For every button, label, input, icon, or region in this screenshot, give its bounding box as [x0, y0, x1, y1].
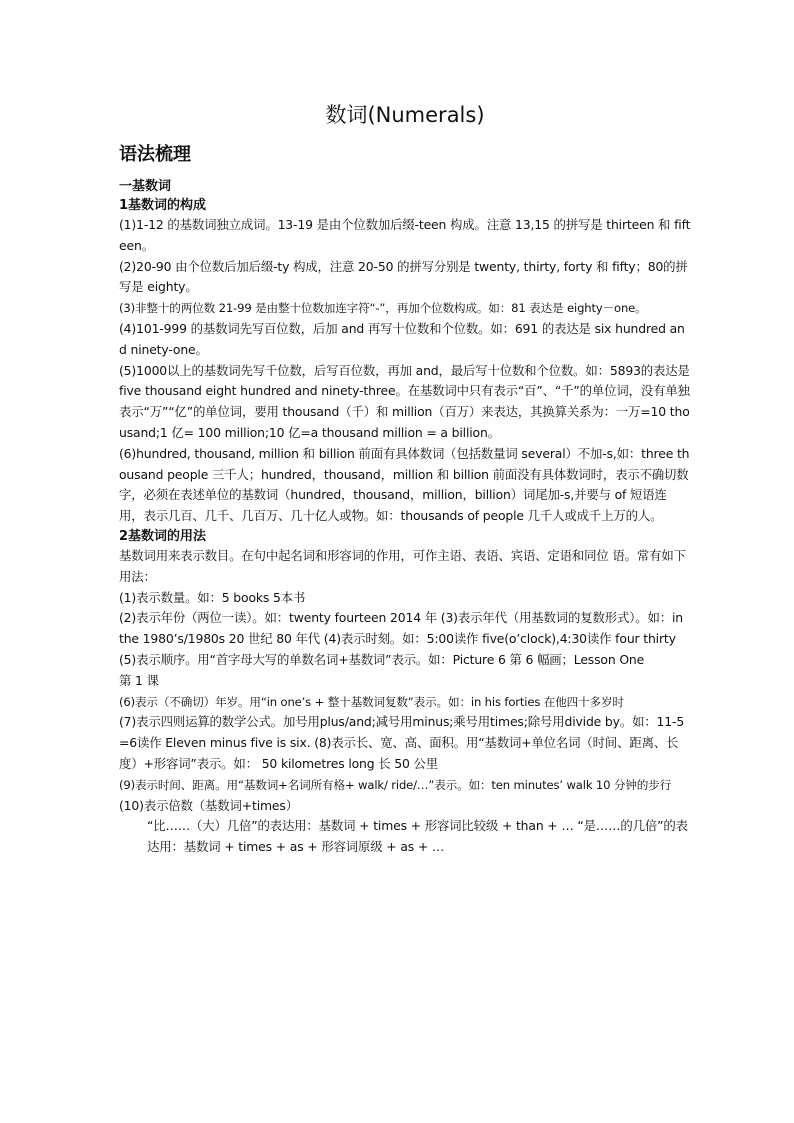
paragraph: (6)表示（不确切）年岁。用“in one’s + 整十基数词复数”表示。如：in his forties 在他四十多岁时: [119, 694, 624, 709]
subsection-heading-formation: 1基数词的构成: [119, 198, 207, 213]
paragraph: (6)hundred, thousand, million 和 billion 前面有具体数词（包括数量词 several）不加-s,如：three thousand people 三千人；hundred，thousand，million 和 billion 前面没有具体数词时，表示不确切数字，必须在表述单位的基数词（hundred，thousand，million，billion）词尾加-s,并要与 of 短语连用，表示几百、几千、几百万、几十亿人或物。如：thousands of people 几千人或成千上万的人。: [119, 445, 690, 524]
paragraph: (3)非整十的两位数 21-99 是由整十位数加连字符“-”，再加个位数构成。如：81 表达是 eighty－one。: [119, 301, 647, 316]
paragraph: (10)表示倍数（基数词+times）: [119, 797, 298, 813]
paragraph: (2)20-90 由个位数后加后缀-ty 构成，注意 20-50 的拼写分别是 twenty, thirty, forty 和 fifty；80的拼写是 eighty。: [119, 258, 688, 295]
indented-paragraph: “比……（大）几倍”的表达用：基数词 + times + 形容词比较级 + than + … “是……的几倍”的表达用：基数词 + times + as + 形容词原级 + as + …: [147, 818, 688, 855]
paragraph: (1)1-12 的基数词独立成词。13-19 是由个位数加后缀-teen 构成。注意 13,15 的拼写是 thirteen 和 fifteen。: [119, 217, 691, 253]
paragraph: (2)表示年份（两位一读）。如：twenty fourteen 2014 年 (3)表示年代（用基数词的复数形式）。如：in the 1980’s/1980s 20 世纪 80 年代 (4)表示时刻。如：5:00读作 five(o’clock),4:30读作 four thirty (5)表示顺序。用“首字母大写的单数名词+基数词”表示。如：Picture 6 第 6 幅画；Lesson One: [119, 610, 683, 667]
paragraph: (7)表示四则运算的数学公式。加号用plus/and;减号用minus;乘号用times;除号用divide by。如：11-5=6读作 Eleven minus five is six. (8)表示长、宽、高、面积。用“基数词+单位名词（时间、距离、长度）+形容词”表示。如： 50 kilometres long 长 50 公里: [119, 714, 685, 771]
document-body: [119, 100, 691, 858]
section-heading: 语法梳理: [119, 144, 191, 165]
paragraph: (4)101-999 的基数词先写百位数，后加 and 再写十位数和个位数。如：691 的表达是 six hundred and ninety-one。: [119, 320, 685, 357]
paragraph: (1)表示数量。如：5 books 5本书: [119, 589, 306, 605]
subsection-heading-usage: 2基数词的用法: [119, 528, 207, 544]
paragraph: 第 1 课: [119, 672, 159, 688]
paragraph: 基数词用来表示数目。在句中起名词和形容词的作用，可作主语、表语、宾语、定语和同位 语。常有如下用法：: [119, 547, 686, 584]
part-heading: 一基数词: [119, 179, 172, 194]
paragraph: (9)表示时间、距离。用“基数词+名词所有格+ walk/ ride/…”表示。如：ten minutes’ walk 10 分钟的步行: [119, 777, 672, 792]
paragraph: (5)1000以上的基数词先写千位数，后写百位数，再加 and，最后写十位数和个位数。如：5893的表达是five thousand eight hundred and ninety-three。在基数词中只有表示“百”、“千”的单位词，没有单独表示“万”“亿”的单位词，要用 thousand（千）和 million（百万）来表达，其换算关系为：一万=10 thousand;1 亿= 100 million;10 亿=a thousand million = a billion。: [119, 362, 690, 440]
document-title: 数词(Numerals): [325, 103, 485, 127]
